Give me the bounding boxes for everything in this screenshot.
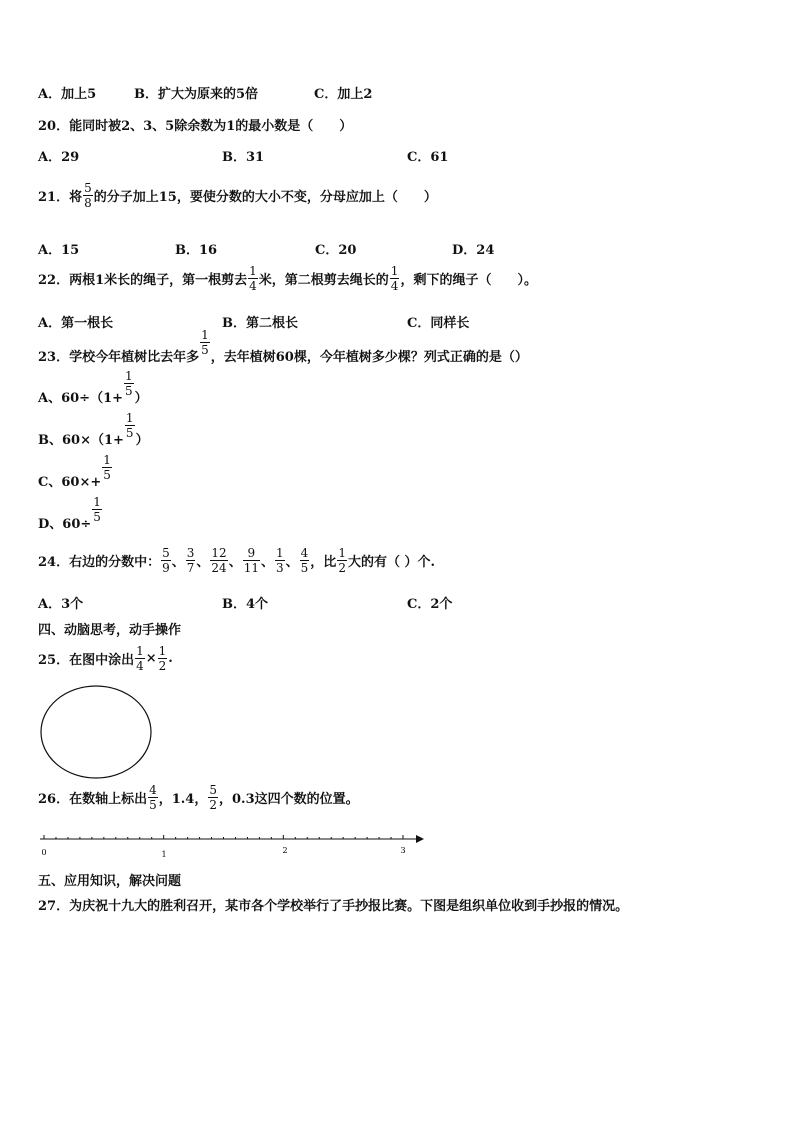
q24-fraction-3: $\frac{12}{24}$ <box>211 546 227 575</box>
q24-fraction-6: $\frac{4}{5}$ <box>300 546 309 575</box>
q25-fraction-2: $\frac{1}{2}$ <box>158 644 167 673</box>
q21-text-pre: 21．将 <box>38 190 83 205</box>
section-5-heading: 五、应用知识，解决问题 <box>38 874 182 889</box>
q23-option-d-fraction: $\frac{1}{5}$ <box>93 495 101 524</box>
q26-text-mid: ，1.4， <box>158 792 208 807</box>
q21-option-b: B．16 <box>175 243 218 258</box>
q24-fraction-2: $\frac{3}{7}$ <box>186 546 195 575</box>
q23-option-c-pre: C、60×+ <box>38 475 102 490</box>
q21-option-c: C．20 <box>315 243 357 258</box>
q23-option-a-fraction: $\frac{1}{5}$ <box>125 369 133 398</box>
q24-fraction-5: $\frac{1}{3}$ <box>276 546 284 575</box>
q23-text-post: ，去年植树60棵，今年植树多少棵？列式正确的是（） <box>210 350 528 365</box>
q23-option-a-post: ） <box>134 391 148 406</box>
q25-fraction-1: $\frac{1}{4}$ <box>136 644 144 673</box>
q20-option-b: B．31 <box>222 150 265 165</box>
q24-text-post: 大的有（ ）个. <box>347 555 436 570</box>
q21-fraction: $\frac{5}{8}$ <box>84 181 92 210</box>
q24-fraction-1: $\frac{5}{9}$ <box>162 546 170 575</box>
q24-separator: 、 <box>228 555 242 570</box>
number-line-arrow-icon <box>416 835 424 843</box>
q22-option-b: B．第二根长 <box>222 316 298 331</box>
q25-text-pre: 25．在图中涂出 <box>38 653 135 668</box>
q24-option-c: C．2个 <box>407 597 453 612</box>
q24-fraction-4: $\frac{9}{11}$ <box>243 546 259 575</box>
q23-option-c-fraction: $\frac{1}{5}$ <box>103 453 111 482</box>
q26-fraction-2: $\frac{5}{2}$ <box>209 783 217 812</box>
q23-option-d <box>38 495 103 536</box>
q22-option-c: C．同样长 <box>407 316 470 331</box>
q24-separator: 、 <box>196 555 210 570</box>
axis-label-3: 3 <box>400 846 406 855</box>
section-4-heading: 四、动脑思考，动手操作 <box>38 623 182 638</box>
q22-text-pre: 22．两根1米长的绳子，第一根剪去 <box>38 273 248 288</box>
q22-stem <box>38 265 537 292</box>
circle-outline[interactable] <box>41 686 151 778</box>
q25-circle[interactable] <box>38 683 154 781</box>
q23-text-pre: 23．学校今年植树比去年多 <box>38 350 200 365</box>
q19-option-a: A．加上5 <box>38 87 97 102</box>
q25-text-post: . <box>168 651 173 666</box>
q24-compare-fraction: $\frac{1}{2}$ <box>338 546 346 575</box>
q21-option-a: A．15 <box>38 243 80 258</box>
axis-label-1: 1 <box>161 850 167 859</box>
q24-separator: 、 <box>285 555 299 570</box>
q24-text-pre: 24．右边的分数中： <box>38 555 161 570</box>
number-line-ticks <box>44 835 403 839</box>
q23-option-a-pre: A、60÷（1+ <box>38 391 124 406</box>
q19-option-c: C．加上2 <box>314 87 373 102</box>
q20-option-a: A．29 <box>38 150 80 165</box>
q22-fraction-1: $\frac{1}{4}$ <box>249 264 257 293</box>
q23-option-b-pre: B、60×（1+ <box>38 433 124 448</box>
q20-option-c: C．61 <box>407 150 449 165</box>
q23-option-c <box>38 453 113 494</box>
number-line[interactable] <box>36 830 426 860</box>
q24-separator: 、 <box>260 555 274 570</box>
q22-fraction-2: $\frac{1}{4}$ <box>390 264 399 293</box>
q23-option-d-pre: D、60÷ <box>38 517 92 532</box>
q23-option-b-post: ） <box>135 433 149 448</box>
q25-stem <box>38 645 173 672</box>
q21-text-post: 的分子加上15，要使分数的大小不变，分母应加上（ ） <box>93 190 437 205</box>
q21-stem <box>38 182 437 209</box>
q23-stem <box>38 328 528 369</box>
q20-stem: 20．能同时被2、3、5除余数为1的最小数是（ ） <box>38 119 353 134</box>
q19-option-b: B．扩大为原来的5倍 <box>134 87 259 102</box>
q24-option-a: A．3个 <box>38 597 84 612</box>
axis-label-2: 2 <box>282 846 288 855</box>
q26-text-post: ，0.3这四个数的位置。 <box>219 792 359 807</box>
q23-option-b <box>38 411 149 452</box>
q23-option-b-fraction: $\frac{1}{5}$ <box>125 411 134 440</box>
q22-text-post: ，剩下的绳子（ ）。 <box>400 273 537 288</box>
q22-text-mid: 米，第二根剪去绳长的 <box>258 273 389 288</box>
q24-text-mid: ，比 <box>310 555 337 570</box>
q23-fraction: $\frac{1}{5}$ <box>201 328 209 357</box>
q24-option-b: B．4个 <box>222 597 269 612</box>
q24-stem <box>38 547 435 574</box>
q26-text-pre: 26．在数轴上标出 <box>38 792 148 807</box>
q24-separator: 、 <box>171 555 185 570</box>
q23-option-a <box>38 369 148 410</box>
q21-option-d: D．24 <box>452 243 495 258</box>
q26-stem <box>38 784 359 811</box>
q26-fraction-1: $\frac{4}{5}$ <box>149 783 157 812</box>
q25-operator: × <box>145 651 157 666</box>
axis-label-0: 0 <box>41 848 47 857</box>
q22-option-a: A．第一根长 <box>38 316 114 331</box>
q27-stem: 27．为庆祝十九大的胜利召开，某市各个学校举行了手抄报比赛。下图是组织单位收到手抄报的情况。 <box>38 899 629 914</box>
